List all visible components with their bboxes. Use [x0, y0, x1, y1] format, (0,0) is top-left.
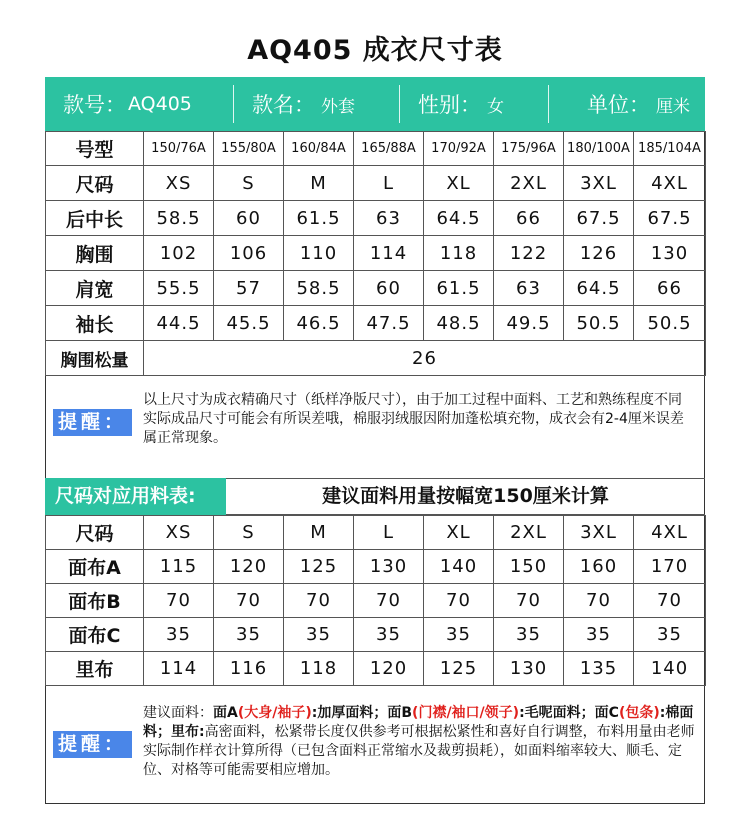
table-cell: 160	[564, 550, 634, 584]
table-cell: XL	[424, 516, 494, 550]
note-text: 高密面料，松紧带长度仅供参考可根据松紧性和喜好自行调整，布料用量由老师实际制作样衣计算所得（已包含面料正常缩水及裁剪损耗），如面料缩率较大、顺毛、定位、对格等可能需要相应增加。	[143, 724, 695, 778]
row-label: 肩宽	[46, 271, 144, 306]
note-text: :棉面料；里布:	[143, 705, 694, 740]
note-highlight: (大身/袖子)	[237, 705, 312, 721]
header-bar	[45, 77, 705, 131]
table-cell: 3XL	[564, 166, 634, 201]
table-cell: 50.5	[634, 306, 706, 341]
row-label: 面布B	[46, 584, 144, 618]
reminder-badge: 提醒：	[53, 731, 132, 758]
row-label: 胸围松量	[46, 341, 144, 376]
style-no-label: 款号：	[63, 93, 126, 117]
size-row-back-length	[46, 201, 706, 236]
table-cell: 70	[424, 584, 494, 618]
note-text: 面A	[213, 705, 238, 721]
table-cell: 49.5	[494, 306, 564, 341]
table-cell: 64.5	[424, 201, 494, 236]
table-cell: 35	[634, 618, 706, 652]
table-cell: 130	[354, 550, 424, 584]
table-cell: 170/92A	[424, 132, 494, 166]
size-row-sleeve	[46, 306, 706, 341]
style-no-cell	[45, 77, 233, 131]
fabric-row-b	[46, 584, 706, 618]
reminder-text: 以上尺寸为成衣精确尺寸（纸样净版尺寸），由于加工过程中面料、工艺和熟练程度不同实际成品尺寸可能会有所误差哦，棉服羽绒服因附加蓬松填充物，成衣会有2-4厘米误差属正常现象。	[143, 392, 684, 446]
table-cell: 118	[424, 236, 494, 271]
style-name-label: 款名：	[252, 93, 315, 117]
table-cell: 2XL	[494, 516, 564, 550]
table-cell: 130	[634, 236, 706, 271]
table-cell: 120	[214, 550, 284, 584]
table-cell: 140	[424, 550, 494, 584]
table-cell: 70	[494, 584, 564, 618]
fabric-row-a	[46, 550, 706, 584]
table-cell: 58.5	[144, 201, 214, 236]
table-cell: 67.5	[564, 201, 634, 236]
table-cell: 130	[494, 652, 564, 686]
fabric-section-bar	[45, 478, 705, 515]
size-row-model	[46, 132, 706, 166]
size-row-ease	[46, 341, 706, 376]
unit-cell	[549, 77, 705, 131]
gender-cell	[400, 77, 548, 131]
table-cell: 35	[564, 618, 634, 652]
table-cell: 118	[284, 652, 354, 686]
table-cell: M	[284, 166, 354, 201]
table-cell: 125	[284, 550, 354, 584]
fabric-row-size	[46, 516, 706, 550]
table-cell: 45.5	[214, 306, 284, 341]
table-cell: 150	[494, 550, 564, 584]
row-label: 尺码	[46, 166, 144, 201]
table-cell: 35	[144, 618, 214, 652]
table-cell: 155/80A	[214, 132, 284, 166]
note-highlight: (门襟/袖口/领子)	[412, 705, 520, 721]
page-title: AQ405 成衣尺寸表	[247, 35, 503, 66]
table-cell: 4XL	[634, 516, 706, 550]
table-cell: 114	[354, 236, 424, 271]
table-cell: 66	[634, 271, 706, 306]
table-cell: 4XL	[634, 166, 706, 201]
fabric-row-c	[46, 618, 706, 652]
table-cell: 46.5	[284, 306, 354, 341]
note-text: :加厚面料；面B	[311, 705, 413, 721]
table-cell: 61.5	[284, 201, 354, 236]
table-cell: 114	[144, 652, 214, 686]
table-cell: 35	[214, 618, 284, 652]
style-name-cell	[234, 77, 399, 131]
style-no-value: AQ405	[128, 93, 192, 115]
reminder-badge: 提醒：	[53, 409, 132, 436]
row-label: 里布	[46, 652, 144, 686]
table-cell: 66	[494, 201, 564, 236]
table-cell: 170	[634, 550, 706, 584]
table-cell: 165/88A	[354, 132, 424, 166]
row-label: 后中长	[46, 201, 144, 236]
header-divider	[399, 85, 400, 123]
size-table	[45, 131, 706, 376]
size-row-size	[46, 166, 706, 201]
table-cell: S	[214, 516, 284, 550]
row-label: 面布A	[46, 550, 144, 584]
ease-value: 26	[144, 341, 706, 376]
table-cell: 60	[214, 201, 284, 236]
row-label: 面布C	[46, 618, 144, 652]
table-cell: XS	[144, 516, 214, 550]
table-cell: 35	[354, 618, 424, 652]
row-label: 袖长	[46, 306, 144, 341]
table-cell: XS	[144, 166, 214, 201]
table-cell: 55.5	[144, 271, 214, 306]
note-text: 建议面料：	[143, 705, 213, 721]
table-cell: 110	[284, 236, 354, 271]
table-cell: 116	[214, 652, 284, 686]
table-cell: 2XL	[494, 166, 564, 201]
table-cell: 35	[424, 618, 494, 652]
table-cell: 125	[424, 652, 494, 686]
gender-label: 性别：	[418, 93, 481, 117]
table-cell: 175/96A	[494, 132, 564, 166]
table-cell: 102	[144, 236, 214, 271]
fabric-section-title: 建议面料用量按幅宽150厘米计算	[322, 485, 609, 507]
table-cell: 44.5	[144, 306, 214, 341]
table-cell: 150/76A	[144, 132, 214, 166]
table-cell: 35	[284, 618, 354, 652]
size-row-chest	[46, 236, 706, 271]
table-cell: M	[284, 516, 354, 550]
table-cell: 63	[494, 271, 564, 306]
row-label: 尺码	[46, 516, 144, 550]
table-cell: 122	[494, 236, 564, 271]
table-cell: 58.5	[284, 271, 354, 306]
style-name-value: 外套	[321, 96, 355, 117]
table-cell: 70	[634, 584, 706, 618]
header-divider	[548, 85, 549, 123]
table-cell: 160/84A	[284, 132, 354, 166]
table-cell: 135	[564, 652, 634, 686]
header-divider	[233, 85, 234, 123]
fabric-row-lining	[46, 652, 706, 686]
table-cell: 35	[494, 618, 564, 652]
table-cell: 61.5	[424, 271, 494, 306]
table-cell: 63	[354, 201, 424, 236]
table-cell: S	[214, 166, 284, 201]
table-cell: 60	[354, 271, 424, 306]
fabric-table	[45, 515, 706, 686]
table-cell: 126	[564, 236, 634, 271]
table-cell: 106	[214, 236, 284, 271]
row-label: 号型	[46, 132, 144, 166]
table-cell: 115	[144, 550, 214, 584]
table-cell: L	[354, 516, 424, 550]
table-cell: 64.5	[564, 271, 634, 306]
fabric-section-label: 尺码对应用料表:	[45, 478, 226, 515]
table-cell: 185/104A	[634, 132, 706, 166]
table-cell: 70	[214, 584, 284, 618]
fabric-note	[143, 704, 695, 780]
table-cell: 70	[284, 584, 354, 618]
table-cell: 3XL	[564, 516, 634, 550]
table-cell: L	[354, 166, 424, 201]
table-cell: 180/100A	[564, 132, 634, 166]
unit-label: 单位：	[587, 93, 650, 117]
row-label: 胸围	[46, 236, 144, 271]
unit-value: 厘米	[656, 96, 690, 117]
gender-value: 女	[487, 96, 504, 117]
note-highlight: (包条)	[618, 705, 660, 721]
table-cell: 47.5	[354, 306, 424, 341]
table-cell: 70	[564, 584, 634, 618]
table-cell: 57	[214, 271, 284, 306]
note-text: :毛呢面料；面C	[519, 705, 619, 721]
table-cell: 120	[354, 652, 424, 686]
table-cell: 70	[144, 584, 214, 618]
table-cell: 50.5	[564, 306, 634, 341]
table-cell: 140	[634, 652, 706, 686]
table-cell: 70	[354, 584, 424, 618]
table-cell: XL	[424, 166, 494, 201]
table-cell: 67.5	[634, 201, 706, 236]
table-cell: 48.5	[424, 306, 494, 341]
size-row-shoulder	[46, 271, 706, 306]
